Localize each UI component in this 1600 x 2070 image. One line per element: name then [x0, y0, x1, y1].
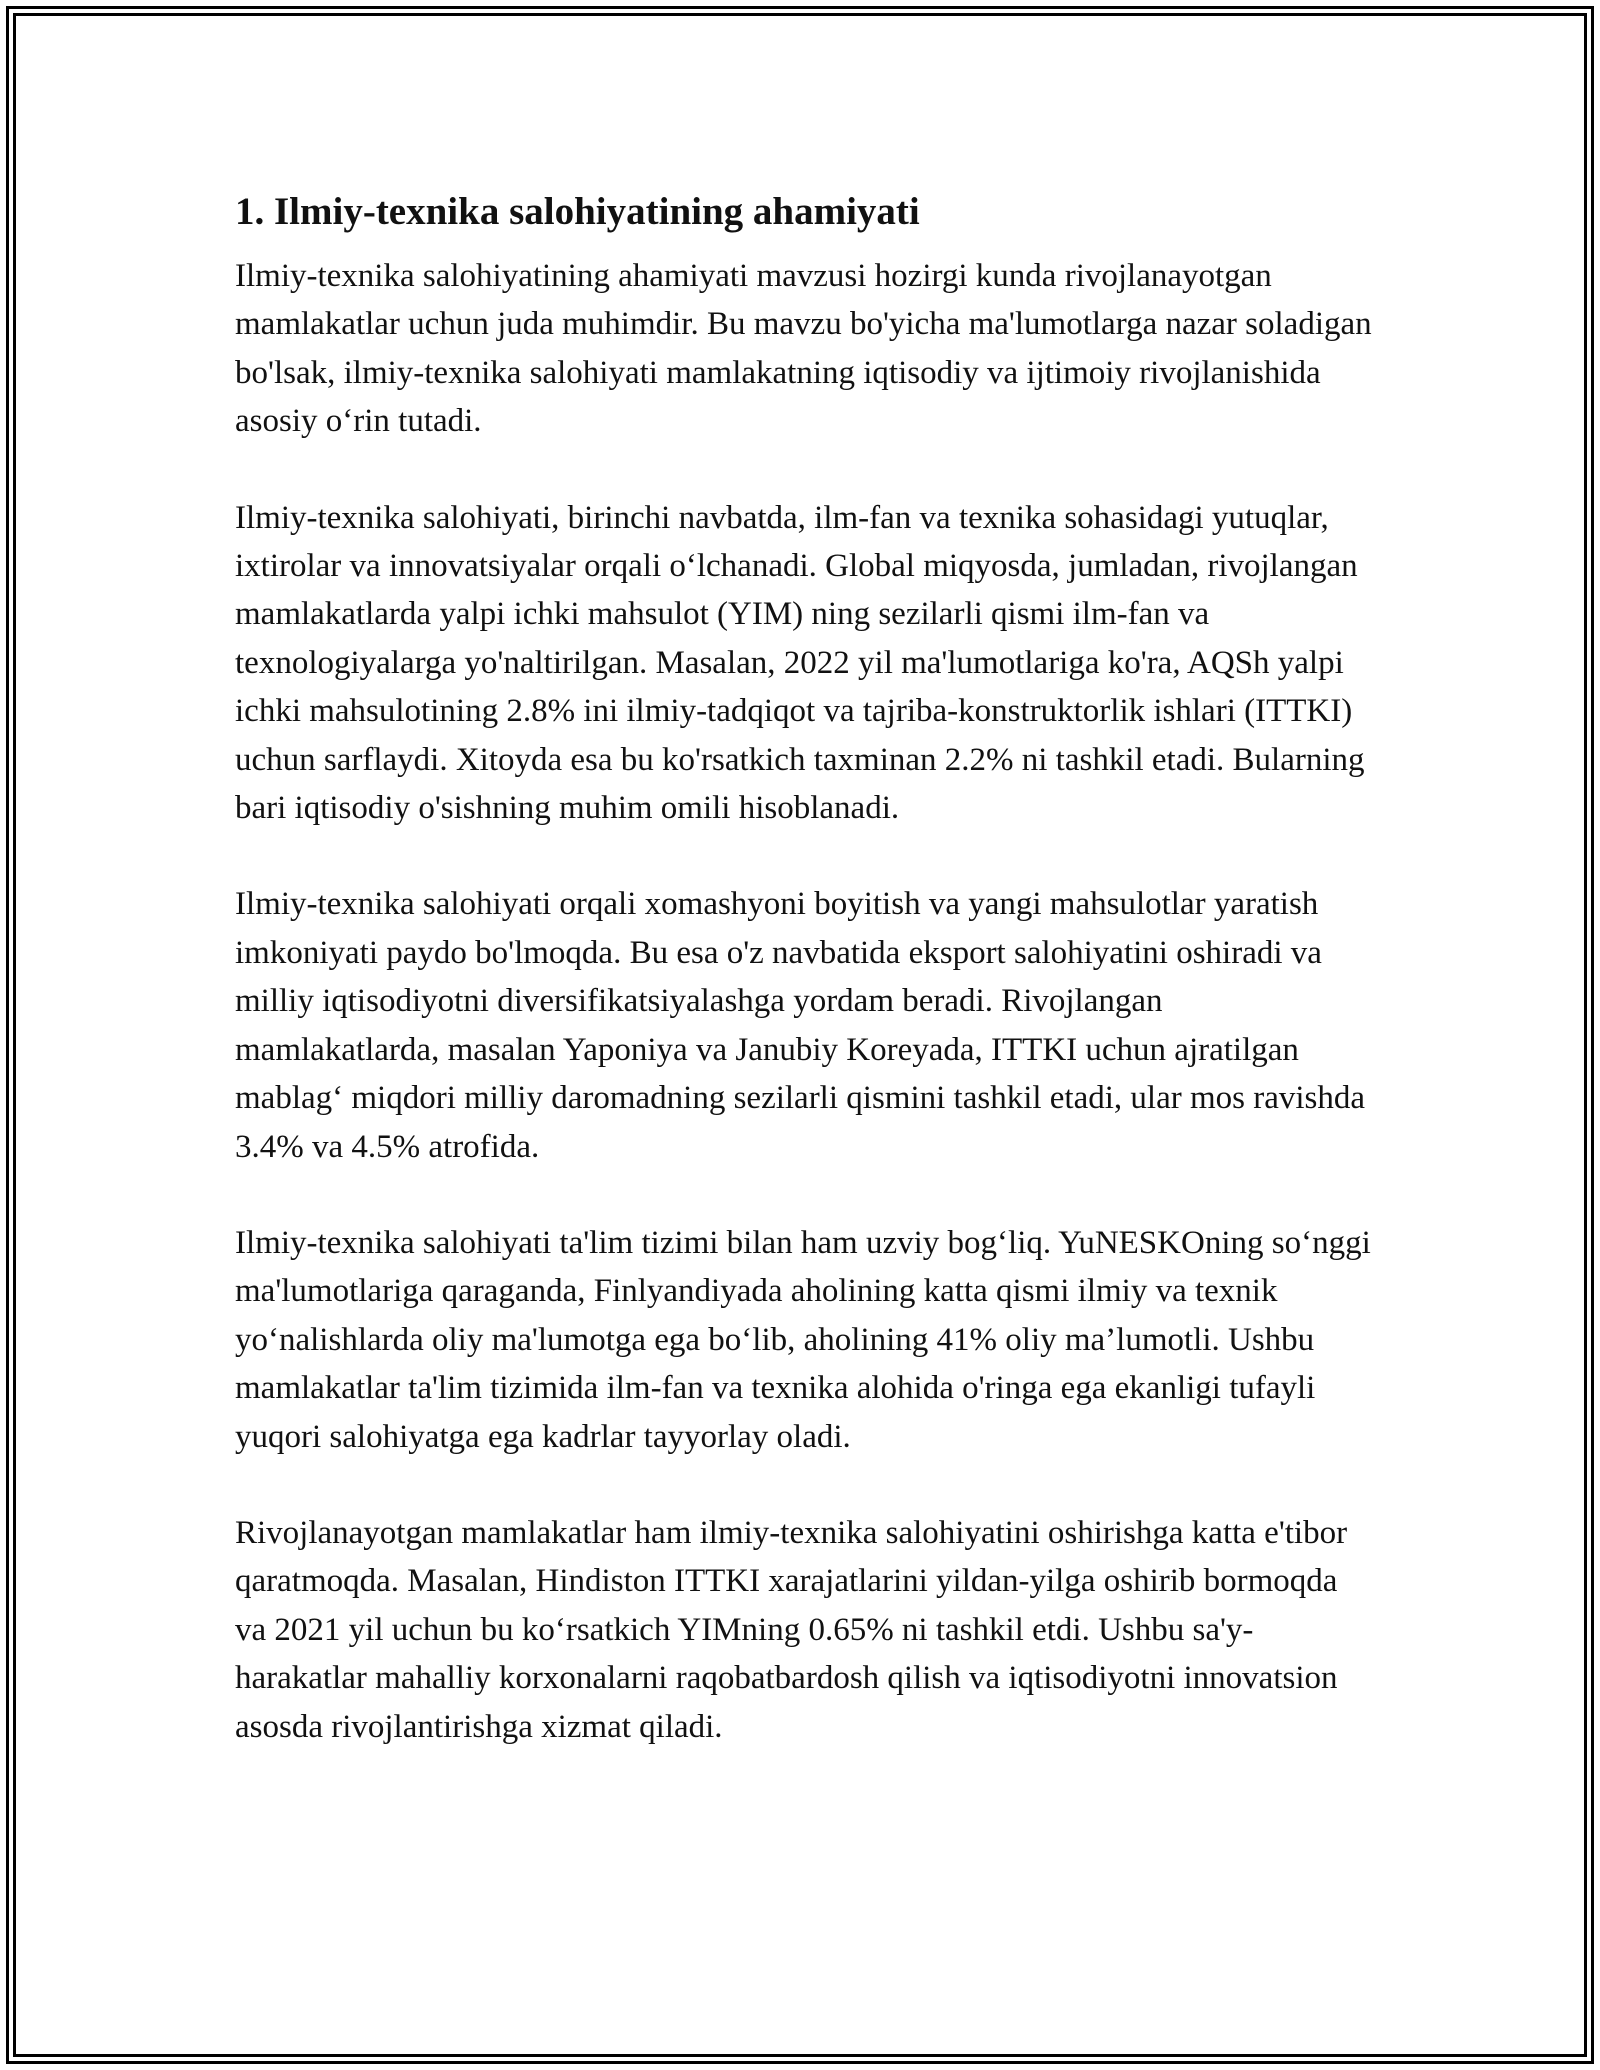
- paragraph-5: Rivojlanayotgan mamlakatlar ham ilmiy-texnika salohiyatini oshirishga katta e'tibor qaratmoqda. Masalan, Hindiston ITTKI xarajatlarini yildan-yilga oshirib bormoqda va 2021 yil uchun bu ko‘rsatkich YIMning 0.65% ni tashkil etdi. Ushbu sa'y-harakatlar mahalliy korxonalarni raqobatbardosh qilish va iqtisodiyotni innovatsion asosda rivojlantirishga xizmat qiladi.: [235, 1514, 1348, 1745]
- paragraph-4: Ilmiy-texnika salohiyati ta'lim tizimi bilan ham uzviy bog‘liq. YuNESKOning so‘nggi ma'lumotlariga qaraganda, Finlyandiyada aholining katta qismi ilmiy va texnik yo‘nalishlarda oliy ma'lumotga ega bo‘lib, aholining 41% oliy ma’lumotli. Ushbu mamlakatlar ta'lim tizimida ilm-fan va texnika alohida o'ringa ega ekanligi tufayli yuqori salohiyatga ega kadrlar tayyorlay oladi.: [235, 1224, 1371, 1455]
- paragraph-1: Ilmiy-texnika salohiyatining ahamiyati mavzusi hozirgi kunda rivojlanayotgan mamlakatlar uchun juda muhimdir. Bu mavzu bo'yicha ma'lumotlarga nazar soladigan bo'lsak, ilmiy-texnika salohiyati mamlakatning iqtisodiy va ijtimoiy rivojlanishida asosiy o‘rin tutadi.: [235, 258, 1372, 440]
- paragraph-3: Ilmiy-texnika salohiyati orqali xomashyoni boyitish va yangi mahsulotlar yaratish imkoniyati paydo bo'lmoqda. Bu esa o'z navbatida eksport salohiyatini oshiradi va milliy iqtisodiyotni diversifikatsiyalashga yordam beradi. Rivojlangan mamlakatlarda, masalan Yaponiya va Janubiy Koreyada, ITTKI uchun ajratilgan mablag‘ miqdori milliy daromadning sezilarli qismini tashkil etadi, ular mos ravishda 3.4% va 4.5% atrofida.: [235, 886, 1366, 1165]
- document-body: [235, 186, 1375, 1799]
- section-heading: 1. Ilmiy-texnika salohiyatining ahamiyati: [235, 190, 920, 233]
- paragraph-2: Ilmiy-texnika salohiyati, birinchi navbatda, ilm-fan va texnika sohasidagi yutuqlar, ixtirolar va innovatsiyalar orqali o‘lchanadi. Global miqyosda, jumladan, rivojlangan mamlakatlarda yalpi ichki mahsulot (YIM) ning sezilarli qismi ilm-fan va texnologiyalarga yo'naltirilgan. Masalan, 2022 yil ma'lumotlariga ko'ra, AQSh yalpi ichki mahsulotining 2.8% ini ilmiy-tadqiqot va tajriba-konstruktorlik ishlari (ITTKI) uchun sarflaydi. Xitoyda esa bu ko'rsatkich taxminan 2.2% ni tashkil etadi. Bularning bari iqtisodiy o'sishning muhim omili hisoblanadi.: [235, 499, 1365, 827]
